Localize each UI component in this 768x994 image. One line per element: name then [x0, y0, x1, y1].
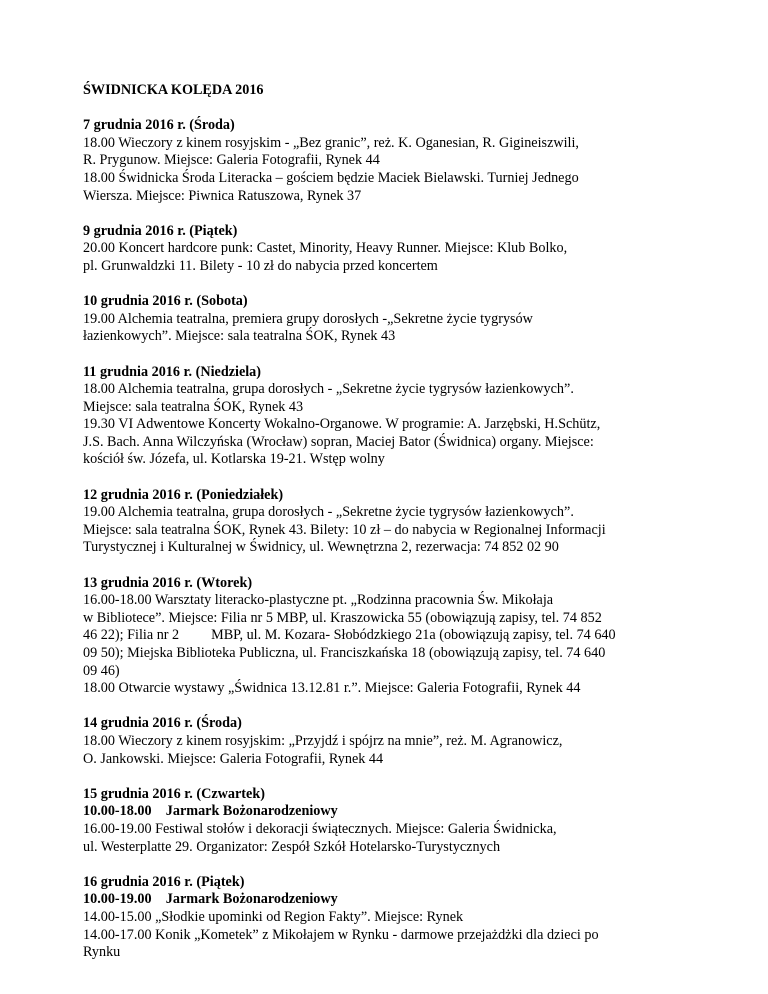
event-line: J.S. Bach. Anna Wilczyńska (Wrocław) sopran, Maciej Bator (Świdnica) organy. Miejsce:	[83, 433, 594, 450]
day-heading: 15 grudnia 2016 r. (Czwartek)	[83, 785, 265, 802]
event-line: 19.00 Alchemia teatralna, grupa dorosłych - „Sekretne życie tygrysów łazienkowych”.	[83, 504, 574, 521]
event-line: 14.00-15.00 „Słodkie upominki od Region Fakty”. Miejsce: Rynek	[83, 908, 464, 925]
event-line: Miejsce: sala teatralna ŚOK, Rynek 43	[83, 398, 304, 415]
event-time: 10.00-19.00	[83, 891, 152, 908]
day-heading: 14 grudnia 2016 r. (Środa)	[83, 715, 242, 732]
event-line: w Bibliotece”. Miejsce: Filia nr 5 MBP, ul. Kraszowicka 55 (obowiązują zapisy, tel. 74 852	[83, 609, 602, 626]
event-line: 18.00 Alchemia teatralna, grupa dorosłych - „Sekretne życie tygrysów łazienkowych”.	[83, 381, 574, 398]
event-line: Wiersza. Miejsce: Piwnica Ratuszowa, Rynek 37	[83, 187, 362, 204]
day-heading: 16 grudnia 2016 r. (Piątek)	[83, 873, 245, 890]
day-section-12	[83, 487, 693, 557]
day-section-15	[83, 786, 693, 856]
event-line: ul. Westerplatte 29. Organizator: Zespół Szkół Hotelarsko-Turystycznych	[83, 838, 501, 855]
event-time: 10.00-18.00	[83, 803, 152, 820]
day-section-11	[83, 364, 693, 470]
event-line: 46 22); Filia nr 2 MBP, ul. M. Kozara- Słobódzkiego 21a (obowiązują zapisy, tel. 74 640	[83, 627, 616, 644]
event-line: 19.30 VI Adwentowe Koncerty Wokalno-Organowe. W programie: A. Jarzębski, H.Schütz,	[83, 416, 601, 433]
event-line: kościół św. Józefa, ul. Kotlarska 19-21. Wstęp wolny	[83, 451, 385, 468]
event-line: Miejsce: sala teatralna ŚOK, Rynek 43. Bilety: 10 zł – do nabycia w Regionalnej Informacji	[83, 521, 606, 538]
day-section-14	[83, 715, 693, 768]
event-line: 19.00 Alchemia teatralna, premiera grupy dorosłych -„Sekretne życie tygrysów	[83, 310, 533, 327]
event-line: 18.00 Otwarcie wystawy „Świdnica 13.12.81 r.”. Miejsce: Galeria Fotografii, Rynek 44	[83, 680, 581, 697]
event-title: Jarmark Bożonarodzeniowy	[165, 891, 338, 908]
event-line: Turystycznej i Kulturalnej w Świdnicy, ul. Wewnętrzna 2, rezerwacja: 74 852 02 90	[83, 539, 559, 556]
event-line: łazienkowych”. Miejsce: sala teatralna ŚOK, Rynek 43	[83, 328, 396, 345]
day-heading: 7 grudnia 2016 r. (Środa)	[83, 117, 235, 134]
event-line: 20.00 Koncert hardcore punk: Castet, Minority, Heavy Runner. Miejsce: Klub Bolko,	[83, 240, 568, 257]
event-line-highlight	[83, 891, 693, 909]
event-line: 14.00-17.00 Konik „Kometek” z Mikołajem w Rynku - darmowe przejażdżki dla dzieci po	[83, 926, 599, 943]
day-heading: 12 grudnia 2016 r. (Poniedziałek)	[83, 486, 284, 503]
day-section-9	[83, 223, 693, 276]
event-line: 16.00-19.00 Festiwal stołów i dekoracji świątecznych. Miejsce: Galeria Świdnicka,	[83, 820, 557, 837]
day-section-16	[83, 874, 693, 962]
day-heading: 10 grudnia 2016 r. (Sobota)	[83, 293, 248, 310]
document-page	[83, 82, 693, 979]
document-title: ŚWIDNICKA KOLĘDA 2016	[83, 82, 264, 98]
event-line: O. Jankowski. Miejsce: Galeria Fotografii, Rynek 44	[83, 750, 384, 767]
event-title: Jarmark Bożonarodzeniowy	[165, 803, 338, 820]
event-line-highlight	[83, 803, 693, 821]
day-section-13	[83, 575, 693, 698]
event-line: 18.00 Świdnicka Środa Literacka – gościem będzie Maciek Bielawski. Turniej Jednego	[83, 169, 579, 186]
event-line: 09 46)	[83, 662, 120, 679]
event-line: 18.00 Wieczory z kinem rosyjskim: „Przyjdź i spójrz na mnie”, reż. M. Agranowicz,	[83, 732, 563, 749]
day-heading: 9 grudnia 2016 r. (Piątek)	[83, 222, 238, 239]
day-heading: 11 grudnia 2016 r. (Niedziela)	[83, 363, 262, 380]
event-line: R. Prygunow. Miejsce: Galeria Fotografii, Rynek 44	[83, 152, 380, 169]
event-line: 09 50); Miejska Biblioteka Publiczna, ul. Franciszkańska 18 (obowiązują zapisy, tel. 74 640	[83, 645, 606, 661]
event-line: 18.00 Wieczory z kinem rosyjskim - „Bez granic”, reż. K. Oganesian, R. Gigineiszwili,	[83, 134, 579, 151]
day-section-10	[83, 293, 693, 346]
event-line: Rynku	[83, 944, 121, 961]
day-heading: 13 grudnia 2016 r. (Wtorek)	[83, 574, 253, 591]
event-line: 16.00-18.00 Warsztaty literacko-plastyczne pt. „Rodzinna pracownia Św. Mikołaja	[83, 592, 554, 609]
day-section-7	[83, 117, 693, 205]
event-line: pl. Grunwaldzki 11. Bilety - 10 zł do nabycia przed koncertem	[83, 257, 438, 274]
